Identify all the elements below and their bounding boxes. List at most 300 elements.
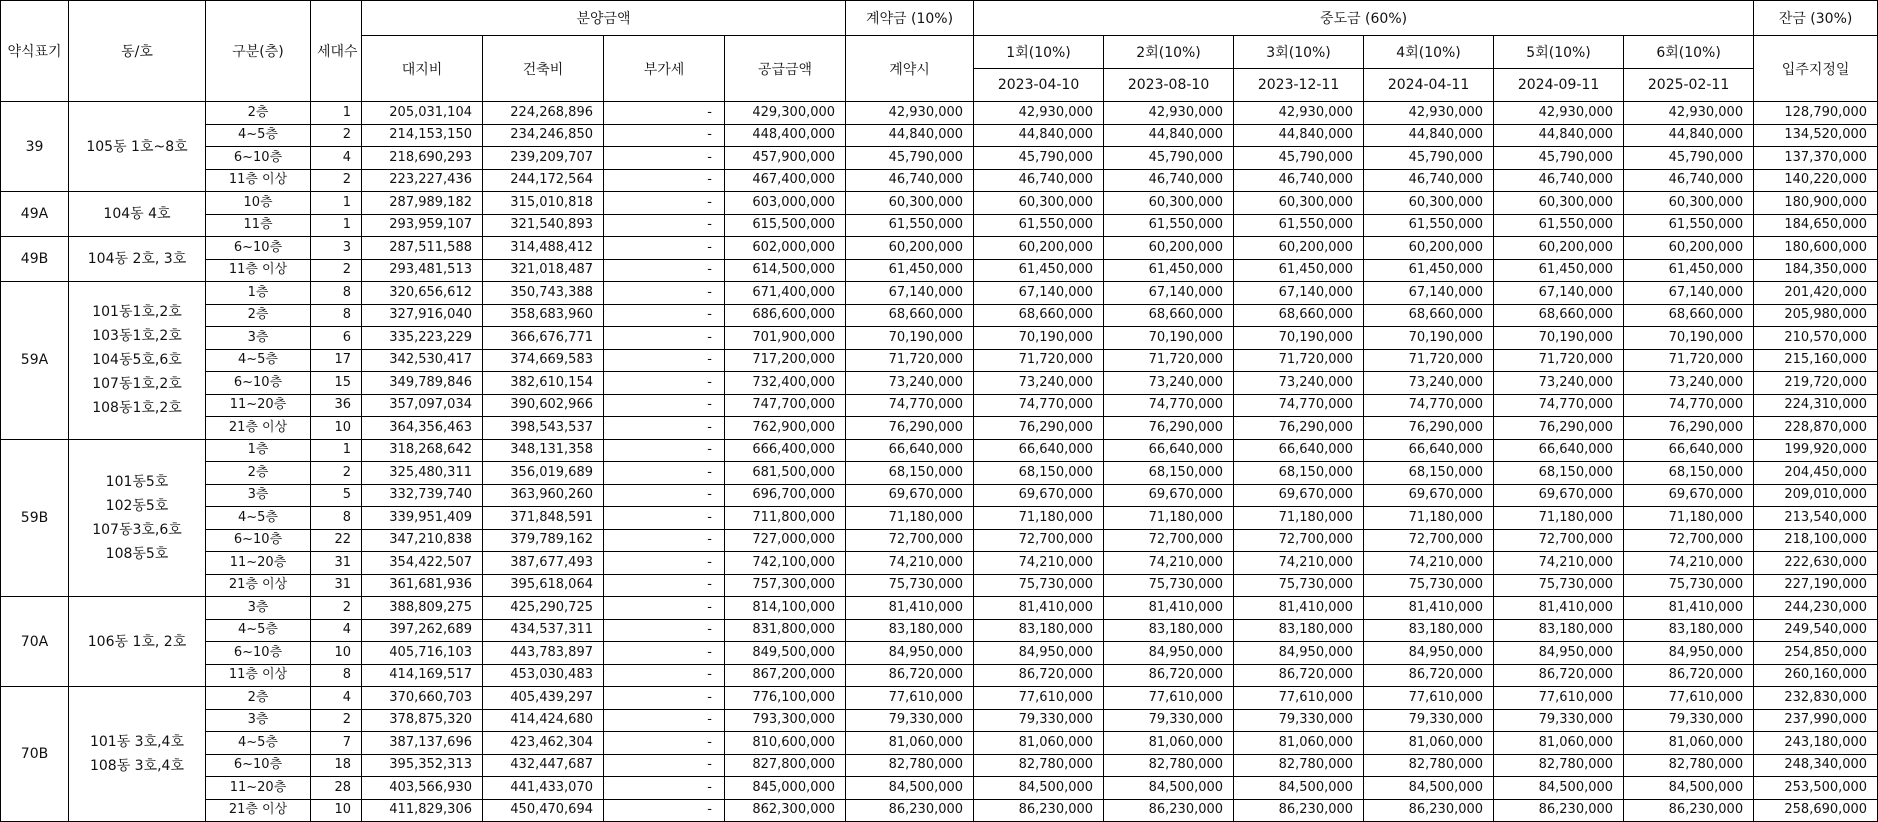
dong-ho-line: 104동5호,6호 [92,352,182,369]
building-price-cell: 374,669,583 [483,349,604,372]
installment-2-cell: 45,790,000 [1104,147,1234,170]
installment-1-cell: 61,450,000 [974,259,1104,282]
installment-3-cell: 60,300,000 [1234,192,1364,215]
table-row [1,754,1878,777]
building-price-cell: 390,602,966 [483,394,604,417]
contract-payment-cell: 83,180,000 [846,619,974,642]
land-price-cell: 411,829,306 [362,799,483,822]
installment-6-cell: 45,790,000 [1624,147,1754,170]
land-price-cell: 361,681,936 [362,574,483,597]
installment-6-cell: 77,610,000 [1624,687,1754,710]
building-price-cell: 321,018,487 [483,259,604,282]
units-cell: 28 [311,777,362,800]
floor-type-cell: 6~10층 [206,754,311,777]
land-price-cell: 354,422,507 [362,552,483,575]
installment-3-cell: 81,410,000 [1234,597,1364,620]
installment-4-cell: 77,610,000 [1364,687,1494,710]
installment-1-cell: 83,180,000 [974,619,1104,642]
installment-3-cell: 82,780,000 [1234,754,1364,777]
installment-3-cell: 44,840,000 [1234,124,1364,147]
supply-price-cell: 849,500,000 [725,642,846,665]
installment-2-cell: 72,700,000 [1104,529,1234,552]
installment-6-cell: 71,180,000 [1624,507,1754,530]
installment-6-cell: 68,150,000 [1624,462,1754,485]
header-contract-sub: 계약시 [846,36,974,102]
installment-5-cell: 44,840,000 [1494,124,1624,147]
table-row [1,732,1878,755]
contract-payment-cell: 71,180,000 [846,507,974,530]
units-cell: 15 [311,372,362,395]
installment-2-cell: 61,450,000 [1104,259,1234,282]
header-installment-4-date: 2024-04-11 [1364,69,1494,102]
balance-payment-cell: 184,350,000 [1754,259,1878,282]
installment-2-cell: 75,730,000 [1104,574,1234,597]
table-row [1,417,1878,440]
supply-price-cell: 742,100,000 [725,552,846,575]
installment-1-cell: 73,240,000 [974,372,1104,395]
balance-payment-cell: 244,230,000 [1754,597,1878,620]
contract-payment-cell: 44,840,000 [846,124,974,147]
supply-price-cell: 603,000,000 [725,192,846,215]
unit-type-label: 39 [1,102,69,192]
units-cell: 8 [311,304,362,327]
floor-type-cell: 4~5층 [206,732,311,755]
contract-payment-cell: 77,610,000 [846,687,974,710]
supply-price-cell: 845,000,000 [725,777,846,800]
units-cell: 2 [311,169,362,192]
installment-2-cell: 83,180,000 [1104,619,1234,642]
installment-2-cell: 60,200,000 [1104,237,1234,260]
floor-type-cell: 1층 [206,439,311,462]
building-price-cell: 356,019,689 [483,462,604,485]
installment-5-cell: 81,060,000 [1494,732,1624,755]
floor-type-cell: 2층 [206,304,311,327]
installment-3-cell: 74,210,000 [1234,552,1364,575]
installment-6-cell: 84,950,000 [1624,642,1754,665]
unit-type-label: 49B [1,237,69,282]
vat-cell: - [604,169,725,192]
vat-cell: - [604,754,725,777]
installment-1-cell: 44,840,000 [974,124,1104,147]
installment-2-cell: 66,640,000 [1104,439,1234,462]
installment-6-cell: 46,740,000 [1624,169,1754,192]
header-dong: 동/호 [69,1,206,102]
header-installment-3-date: 2023-12-11 [1234,69,1364,102]
installment-4-cell: 74,770,000 [1364,394,1494,417]
units-cell: 1 [311,192,362,215]
building-price-cell: 244,172,564 [483,169,604,192]
floor-type-cell: 6~10층 [206,147,311,170]
units-cell: 22 [311,529,362,552]
contract-payment-cell: 81,410,000 [846,597,974,620]
unit-type-label: 70A [1,597,69,687]
balance-payment-cell: 180,900,000 [1754,192,1878,215]
building-price-cell: 387,677,493 [483,552,604,575]
land-price-cell: 218,690,293 [362,147,483,170]
vat-cell: - [604,529,725,552]
installment-4-cell: 74,210,000 [1364,552,1494,575]
installment-6-cell: 79,330,000 [1624,709,1754,732]
units-cell: 36 [311,394,362,417]
balance-payment-cell: 249,540,000 [1754,619,1878,642]
vat-cell: - [604,192,725,215]
installment-4-cell: 86,720,000 [1364,664,1494,687]
installment-6-cell: 81,410,000 [1624,597,1754,620]
vat-cell: - [604,484,725,507]
installment-1-cell: 82,780,000 [974,754,1104,777]
installment-6-cell: 81,060,000 [1624,732,1754,755]
table-row [1,439,1878,462]
contract-payment-cell: 60,200,000 [846,237,974,260]
units-cell: 1 [311,214,362,237]
land-price-cell: 414,169,517 [362,664,483,687]
installment-1-cell: 71,180,000 [974,507,1104,530]
installment-3-cell: 68,660,000 [1234,304,1364,327]
dong-ho-line: 108동5호 [105,545,169,562]
installment-1-cell: 46,740,000 [974,169,1104,192]
installment-1-cell: 74,770,000 [974,394,1104,417]
installment-4-cell: 42,930,000 [1364,102,1494,125]
dong-ho-line: 101동 3호,4호 [89,734,184,750]
installment-1-cell: 79,330,000 [974,709,1104,732]
contract-payment-cell: 42,930,000 [846,102,974,125]
units-cell: 5 [311,484,362,507]
installment-5-cell: 66,640,000 [1494,439,1624,462]
installment-1-cell: 77,610,000 [974,687,1104,710]
vat-cell: - [604,259,725,282]
balance-payment-cell: 184,650,000 [1754,214,1878,237]
floor-type-cell: 6~10층 [206,237,311,260]
building-price-cell: 234,246,850 [483,124,604,147]
balance-payment-cell: 219,720,000 [1754,372,1878,395]
contract-payment-cell: 67,140,000 [846,282,974,305]
dong-ho-line: 104동 4호 [103,206,171,222]
contract-payment-cell: 86,720,000 [846,664,974,687]
installment-3-cell: 42,930,000 [1234,102,1364,125]
units-cell: 18 [311,754,362,777]
installment-6-cell: 76,290,000 [1624,417,1754,440]
dong-ho-cell [69,237,206,282]
header-group-price: 분양금액 [362,1,846,36]
table-row [1,619,1878,642]
balance-payment-cell: 248,340,000 [1754,754,1878,777]
supply-price-cell: 711,800,000 [725,507,846,530]
installment-5-cell: 70,190,000 [1494,327,1624,350]
building-price-cell: 434,537,311 [483,619,604,642]
dong-ho-cell [69,102,206,192]
installment-3-cell: 84,500,000 [1234,777,1364,800]
floor-type-cell: 11~20층 [206,777,311,800]
building-price-cell: 314,488,412 [483,237,604,260]
contract-payment-cell: 72,700,000 [846,529,974,552]
installment-3-cell: 79,330,000 [1234,709,1364,732]
supply-price-cell: 747,700,000 [725,394,846,417]
installment-5-cell: 84,950,000 [1494,642,1624,665]
contract-payment-cell: 79,330,000 [846,709,974,732]
installment-4-cell: 60,200,000 [1364,237,1494,260]
table-row [1,529,1878,552]
dong-ho-line: 106동 1호, 2호 [87,633,187,650]
installment-5-cell: 71,720,000 [1494,349,1624,372]
installment-2-cell: 73,240,000 [1104,372,1234,395]
units-cell: 8 [311,664,362,687]
balance-payment-cell: 243,180,000 [1754,732,1878,755]
installment-3-cell: 84,950,000 [1234,642,1364,665]
units-cell: 6 [311,327,362,350]
land-price-cell: 214,153,150 [362,124,483,147]
vat-cell: - [604,709,725,732]
units-cell: 2 [311,124,362,147]
table-row [1,394,1878,417]
installment-2-cell: 42,930,000 [1104,102,1234,125]
installment-4-cell: 72,700,000 [1364,529,1494,552]
installment-6-cell: 42,930,000 [1624,102,1754,125]
installment-1-cell: 72,700,000 [974,529,1104,552]
installment-3-cell: 61,450,000 [1234,259,1364,282]
installment-1-cell: 81,060,000 [974,732,1104,755]
installment-1-cell: 68,150,000 [974,462,1104,485]
building-price-cell: 366,676,771 [483,327,604,350]
installment-3-cell: 60,200,000 [1234,237,1364,260]
installment-1-cell: 68,660,000 [974,304,1104,327]
units-cell: 3 [311,237,362,260]
installment-1-cell: 42,930,000 [974,102,1104,125]
installment-2-cell: 84,950,000 [1104,642,1234,665]
installment-6-cell: 69,670,000 [1624,484,1754,507]
installment-2-cell: 76,290,000 [1104,417,1234,440]
installment-3-cell: 77,610,000 [1234,687,1364,710]
table-row [1,597,1878,620]
contract-payment-cell: 82,780,000 [846,754,974,777]
table-row [1,327,1878,350]
installment-5-cell: 83,180,000 [1494,619,1624,642]
installment-2-cell: 69,670,000 [1104,484,1234,507]
supply-price-cell: 793,300,000 [725,709,846,732]
installment-1-cell: 74,210,000 [974,552,1104,575]
installment-1-cell: 75,730,000 [974,574,1104,597]
installment-6-cell: 70,190,000 [1624,327,1754,350]
installment-4-cell: 68,660,000 [1364,304,1494,327]
installment-2-cell: 61,550,000 [1104,214,1234,237]
installment-6-cell: 74,210,000 [1624,552,1754,575]
contract-payment-cell: 45,790,000 [846,147,974,170]
dong-ho-line: 102동5호 [105,497,169,514]
land-price-cell: 205,031,104 [362,102,483,125]
contract-payment-cell: 69,670,000 [846,484,974,507]
installment-2-cell: 86,720,000 [1104,664,1234,687]
land-price-cell: 357,097,034 [362,394,483,417]
header-installment-5-date: 2024-09-11 [1494,69,1624,102]
balance-payment-cell: 201,420,000 [1754,282,1878,305]
installment-4-cell: 46,740,000 [1364,169,1494,192]
contract-payment-cell: 61,550,000 [846,214,974,237]
supply-price-cell: 614,500,000 [725,259,846,282]
contract-payment-cell: 60,300,000 [846,192,974,215]
balance-payment-cell: 204,450,000 [1754,462,1878,485]
dong-ho-line: 108동 3호,4호 [89,758,184,774]
installment-4-cell: 61,550,000 [1364,214,1494,237]
supply-price-cell: 717,200,000 [725,349,846,372]
installment-6-cell: 44,840,000 [1624,124,1754,147]
units-cell: 31 [311,552,362,575]
header-installment-6-date: 2025-02-11 [1624,69,1754,102]
floor-type-cell: 3층 [206,327,311,350]
installment-5-cell: 60,300,000 [1494,192,1624,215]
supply-price-cell: 681,500,000 [725,462,846,485]
table-row [1,777,1878,800]
supply-price-cell: 457,900,000 [725,147,846,170]
vat-cell: - [604,349,725,372]
contract-payment-cell: 74,770,000 [846,394,974,417]
installment-3-cell: 73,240,000 [1234,372,1364,395]
balance-payment-cell: 260,160,000 [1754,664,1878,687]
unit-type-label: 59A [1,282,69,440]
header-installment-2-date: 2023-08-10 [1104,69,1234,102]
supply-price-cell: 467,400,000 [725,169,846,192]
installment-2-cell: 86,230,000 [1104,799,1234,822]
land-price-cell: 335,223,229 [362,327,483,350]
vat-cell: - [604,642,725,665]
header-vat: 부가세 [604,36,725,102]
contract-payment-cell: 46,740,000 [846,169,974,192]
installment-5-cell: 71,180,000 [1494,507,1624,530]
supply-price-cell: 686,600,000 [725,304,846,327]
installment-4-cell: 66,640,000 [1364,439,1494,462]
installment-5-cell: 68,660,000 [1494,304,1624,327]
balance-payment-cell: 227,190,000 [1754,574,1878,597]
land-price-cell: 347,210,838 [362,529,483,552]
land-price-cell: 378,875,320 [362,709,483,732]
installment-6-cell: 75,730,000 [1624,574,1754,597]
table-row [1,484,1878,507]
installment-2-cell: 68,150,000 [1104,462,1234,485]
installment-6-cell: 60,300,000 [1624,192,1754,215]
floor-type-cell: 21층 이상 [206,799,311,822]
dong-ho-line: 101동1호,2호 [92,304,182,321]
vat-cell: - [604,664,725,687]
installment-6-cell: 61,550,000 [1624,214,1754,237]
building-price-cell: 315,010,818 [483,192,604,215]
installment-4-cell: 45,790,000 [1364,147,1494,170]
supply-price-cell: 810,600,000 [725,732,846,755]
installment-6-cell: 86,230,000 [1624,799,1754,822]
units-cell: 10 [311,642,362,665]
installment-1-cell: 84,500,000 [974,777,1104,800]
building-price-cell: 414,424,680 [483,709,604,732]
installment-2-cell: 71,180,000 [1104,507,1234,530]
balance-payment-cell: 215,160,000 [1754,349,1878,372]
balance-payment-cell: 218,100,000 [1754,529,1878,552]
supply-price-cell: 727,000,000 [725,529,846,552]
dong-ho-line: 101동5호 [105,473,169,490]
land-price-cell: 325,480,311 [362,462,483,485]
units-cell: 10 [311,417,362,440]
header-group-contract: 계약금 (10%) [846,1,974,36]
header-installment-6: 6회(10%) [1624,36,1754,69]
header-label: 약식표기 [1,1,69,102]
floor-type-cell: 3층 [206,709,311,732]
floor-type-cell: 11층 이상 [206,664,311,687]
installment-4-cell: 70,190,000 [1364,327,1494,350]
table-row [1,462,1878,485]
floor-type-cell: 10층 [206,192,311,215]
vat-cell: - [604,124,725,147]
table-row [1,304,1878,327]
vat-cell: - [604,417,725,440]
installment-2-cell: 71,720,000 [1104,349,1234,372]
installment-4-cell: 81,060,000 [1364,732,1494,755]
installment-3-cell: 61,550,000 [1234,214,1364,237]
header-installment-4: 4회(10%) [1364,36,1494,69]
table-row [1,282,1878,305]
table-row [1,799,1878,822]
vat-cell: - [604,687,725,710]
table-row [1,147,1878,170]
building-price-cell: 371,848,591 [483,507,604,530]
land-price-cell: 293,481,513 [362,259,483,282]
installment-2-cell: 74,770,000 [1104,394,1234,417]
units-cell: 7 [311,732,362,755]
balance-payment-cell: 205,980,000 [1754,304,1878,327]
installment-2-cell: 84,500,000 [1104,777,1234,800]
installment-1-cell: 76,290,000 [974,417,1104,440]
installment-6-cell: 73,240,000 [1624,372,1754,395]
contract-payment-cell: 68,150,000 [846,462,974,485]
vat-cell: - [604,597,725,620]
vat-cell: - [604,394,725,417]
contract-payment-cell: 75,730,000 [846,574,974,597]
installment-1-cell: 70,190,000 [974,327,1104,350]
contract-payment-cell: 70,190,000 [846,327,974,350]
table-row [1,237,1878,260]
land-price-cell: 223,227,436 [362,169,483,192]
installment-2-cell: 81,410,000 [1104,597,1234,620]
units-cell: 4 [311,147,362,170]
installment-4-cell: 71,180,000 [1364,507,1494,530]
contract-payment-cell: 68,660,000 [846,304,974,327]
supply-price-cell: 757,300,000 [725,574,846,597]
installment-6-cell: 61,450,000 [1624,259,1754,282]
header-installment-3: 3회(10%) [1234,36,1364,69]
land-price-cell: 293,959,107 [362,214,483,237]
installment-4-cell: 79,330,000 [1364,709,1494,732]
vat-cell: - [604,304,725,327]
installment-1-cell: 86,230,000 [974,799,1104,822]
installment-3-cell: 76,290,000 [1234,417,1364,440]
header-group-balance: 잔금 (30%) [1754,1,1878,36]
installment-2-cell: 70,190,000 [1104,327,1234,350]
installment-5-cell: 72,700,000 [1494,529,1624,552]
dong-ho-line: 108동1호,2호 [92,400,182,417]
installment-2-cell: 44,840,000 [1104,124,1234,147]
floor-type-cell: 4~5층 [206,349,311,372]
installment-3-cell: 67,140,000 [1234,282,1364,305]
vat-cell: - [604,507,725,530]
building-price-cell: 358,683,960 [483,304,604,327]
table-row [1,259,1878,282]
supply-price-cell: 867,200,000 [725,664,846,687]
building-price-cell: 432,447,687 [483,754,604,777]
floor-type-cell: 2층 [206,462,311,485]
balance-payment-cell: 237,990,000 [1754,709,1878,732]
vat-cell: - [604,327,725,350]
balance-payment-cell: 137,370,000 [1754,147,1878,170]
land-price-cell: 287,989,182 [362,192,483,215]
building-price-cell: 348,131,358 [483,439,604,462]
installment-4-cell: 67,140,000 [1364,282,1494,305]
contract-payment-cell: 76,290,000 [846,417,974,440]
installment-4-cell: 86,230,000 [1364,799,1494,822]
